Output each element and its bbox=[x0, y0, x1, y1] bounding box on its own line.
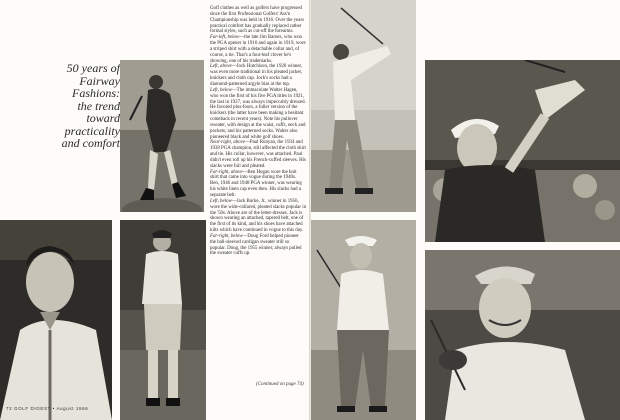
caption-lead: Far-left, below bbox=[210, 35, 240, 41]
photo-jack-burke-jr bbox=[311, 220, 416, 420]
headline-line: toward practicality bbox=[64, 111, 120, 138]
headline-line: the trend bbox=[77, 98, 120, 113]
caption-lead: Left, below bbox=[210, 87, 232, 93]
headline bbox=[44, 62, 120, 150]
caption-paragraph bbox=[210, 234, 306, 257]
caption-paragraph bbox=[210, 35, 306, 64]
caption-paragraph bbox=[210, 64, 306, 87]
caption-lead: Left, above bbox=[210, 64, 232, 70]
caption-paragraph bbox=[210, 88, 306, 141]
headline-line: 50 years of bbox=[66, 61, 120, 75]
caption-text: —Jack Burke, Jr., winner in 1956, wore the wide-collared, pleated slacks popular in the '50s. Above are of the letter-dresses. Jack is shown wearing an attached, tapered belt, one of the first of its kind, and his shoes have attached kilts which have continued in vogue to this day. bbox=[210, 198, 307, 234]
caption-paragraph bbox=[210, 170, 306, 199]
caption-lead: Far-right, above bbox=[210, 169, 243, 175]
photo-jim-barnes bbox=[0, 220, 112, 420]
caption-paragraph bbox=[210, 199, 306, 234]
photo-jock-hutchison bbox=[120, 60, 204, 212]
page-folio: 72 GOLF DIGEST • August 1966 bbox=[6, 406, 89, 411]
caption-text: —Doug Ford helped pioneer the ball-sleeved cardigan sweater still so popular. Doug, the 1955 winner, always pulled the sweater cuffs up. bbox=[210, 233, 302, 257]
caption-text: —Paul Runyan, the 1934 and 1938 PGA champion, still affected the cloth shirt and tie. His collar, however, was attached. Paul didn't even roll up his French-cuffed sleeves. His slacks were full and pleated. bbox=[210, 140, 306, 169]
headline-line: and comfort bbox=[61, 136, 120, 150]
photo-doug-ford bbox=[425, 250, 620, 420]
photo-ben-hogan bbox=[425, 60, 620, 242]
intro-paragraph: Golf clothes as well as golfers have progressed since the first Professional Golfers' Ass'n Championship was held in 1916. Over the years practical comfort has gradually replaced rather formal styles, such as cut-off the forearms. bbox=[210, 6, 304, 35]
photo-paul-runyan bbox=[311, 0, 416, 212]
caption-lead: Far-right, below bbox=[210, 233, 243, 239]
caption-lead: Left, below bbox=[210, 198, 232, 204]
caption-text: —the late Jim Barnes, who won the PGA opener in 1916 and again in 1919, wore a striped shirt with a detachable collar and, of course, a tie. That's a four-leaf clover he's showing, one of his trademarks. bbox=[210, 35, 306, 64]
continued-note: (Continued on page 74) bbox=[256, 382, 304, 387]
caption-text: —The immaculate Walter Hagen, who won the first of his five PGA titles in 1921, the last in 1927, was always impeccably dressed. He favored plus-fours, a fuller version of the knickers (the latter have been making a hesitant comeback in recent years). Note his pullover sweater, with design at the waist, cuffs, neck and pockets; and his patterned socks. Walter also pioneered black and white golf shoes. bbox=[210, 87, 306, 140]
caption-lead: Near-right, above bbox=[210, 140, 245, 146]
headline-line: Fairway Fashions: bbox=[72, 73, 120, 100]
caption-text: —Ben Hogan wore the knit shirt that came into vogue during the 1940s. Ben, 1946 and 1948 PGA winner, was wearing his white linen cap even then. His slacks had a separate belt. bbox=[210, 169, 302, 198]
caption-paragraph bbox=[210, 140, 306, 169]
photo-walter-hagen bbox=[120, 220, 206, 420]
article-body bbox=[210, 6, 306, 257]
caption-text: —Jock Hutchison, the 1920 winner, was even more traditional in his pleated jacket, knickers and cloth cap. Jock's socks had a diamond-patterned argyle bias at the top. bbox=[210, 64, 303, 87]
